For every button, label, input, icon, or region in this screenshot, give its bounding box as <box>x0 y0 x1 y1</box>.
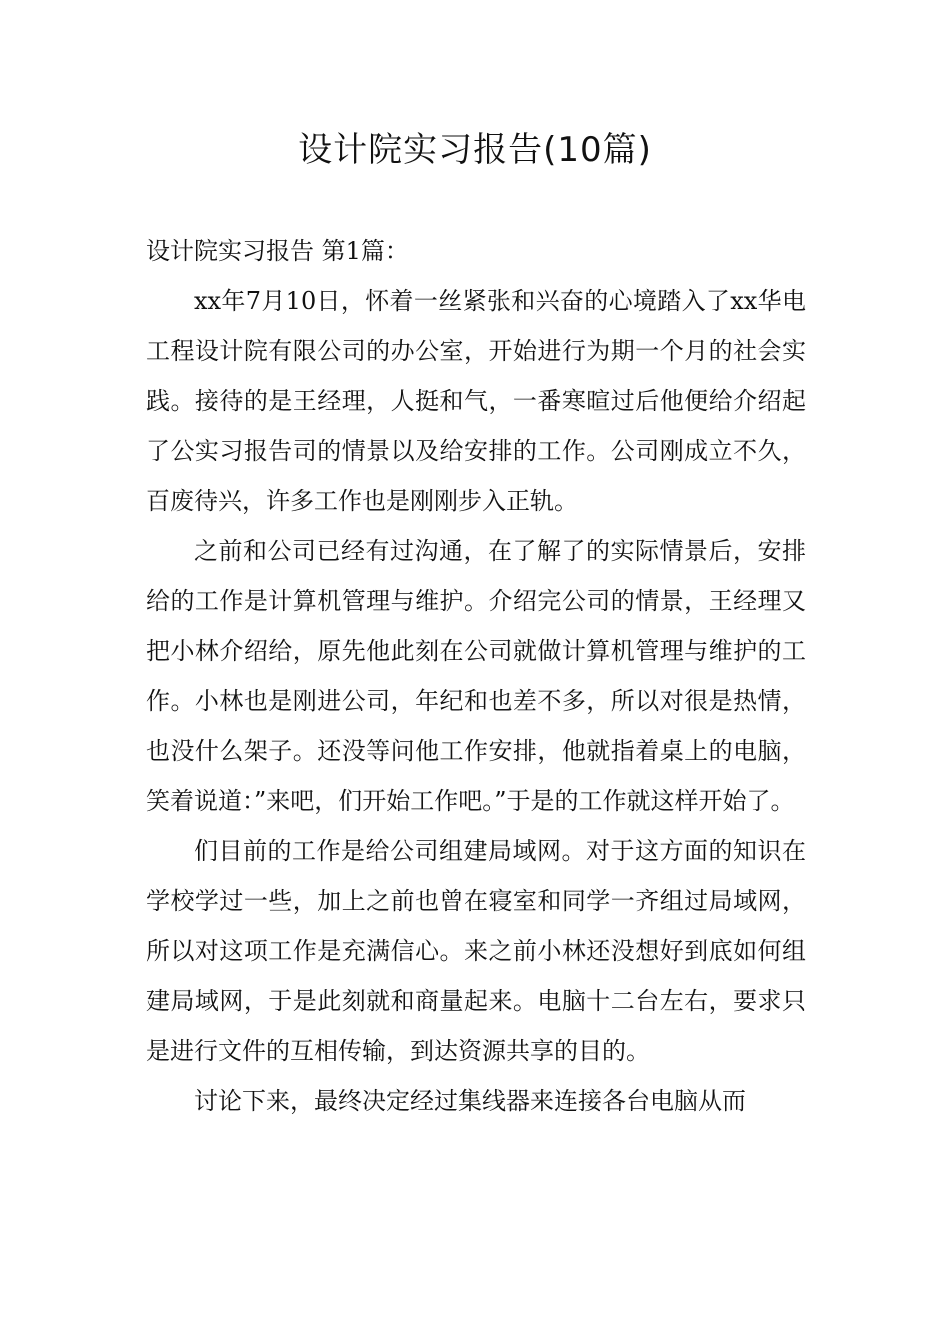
paragraph-1: xx年7月10日，怀着一丝紧张和兴奋的心境踏入了xx华电工程设计院有限公司的办公室，开始进行为期一个月的社会实践。接待的是王经理，人挺和气，一番寒暄过后他便给介绍起了公实习报告司的情景以及给安排的工作。公司刚成立不久，百废待兴，许多工作也是刚刚步入正轨。 <box>146 287 806 515</box>
paragraph-3: 们目前的工作是给公司组建局域网。对于这方面的知识在学校学过一些，加上之前也曾在寝室和同学一齐组过局域网，所以对这项工作是充满信心。来之前小林还没想好到底如何组建局域网，于是此刻就和商量起来。电脑十二台左右，要求只是进行文件的互相传输，到达资源共享的目的。 <box>146 837 806 1065</box>
document-title: 设计院实习报告(10篇) <box>298 130 652 170</box>
document-body <box>146 226 806 1126</box>
paragraph-4: 讨论下来，最终决定经过集线器来连接各台电脑从而 <box>194 1087 746 1115</box>
section-heading: 设计院实习报告 第1篇： <box>146 237 409 265</box>
paragraph-2: 之前和公司已经有过沟通，在了解了的实际情景后，安排给的工作是计算机管理与维护。介绍完公司的情景，王经理又把小林介绍给，原先他此刻在公司就做计算机管理与维护的工作。小林也是刚进公司，年纪和也差不多，所以对很是热情，也没什么架子。还没等问他工作安排，他就指着桌上的电脑，笑着说道：”来吧，们开始工作吧。”于是的工作就这样开始了。 <box>146 537 806 815</box>
